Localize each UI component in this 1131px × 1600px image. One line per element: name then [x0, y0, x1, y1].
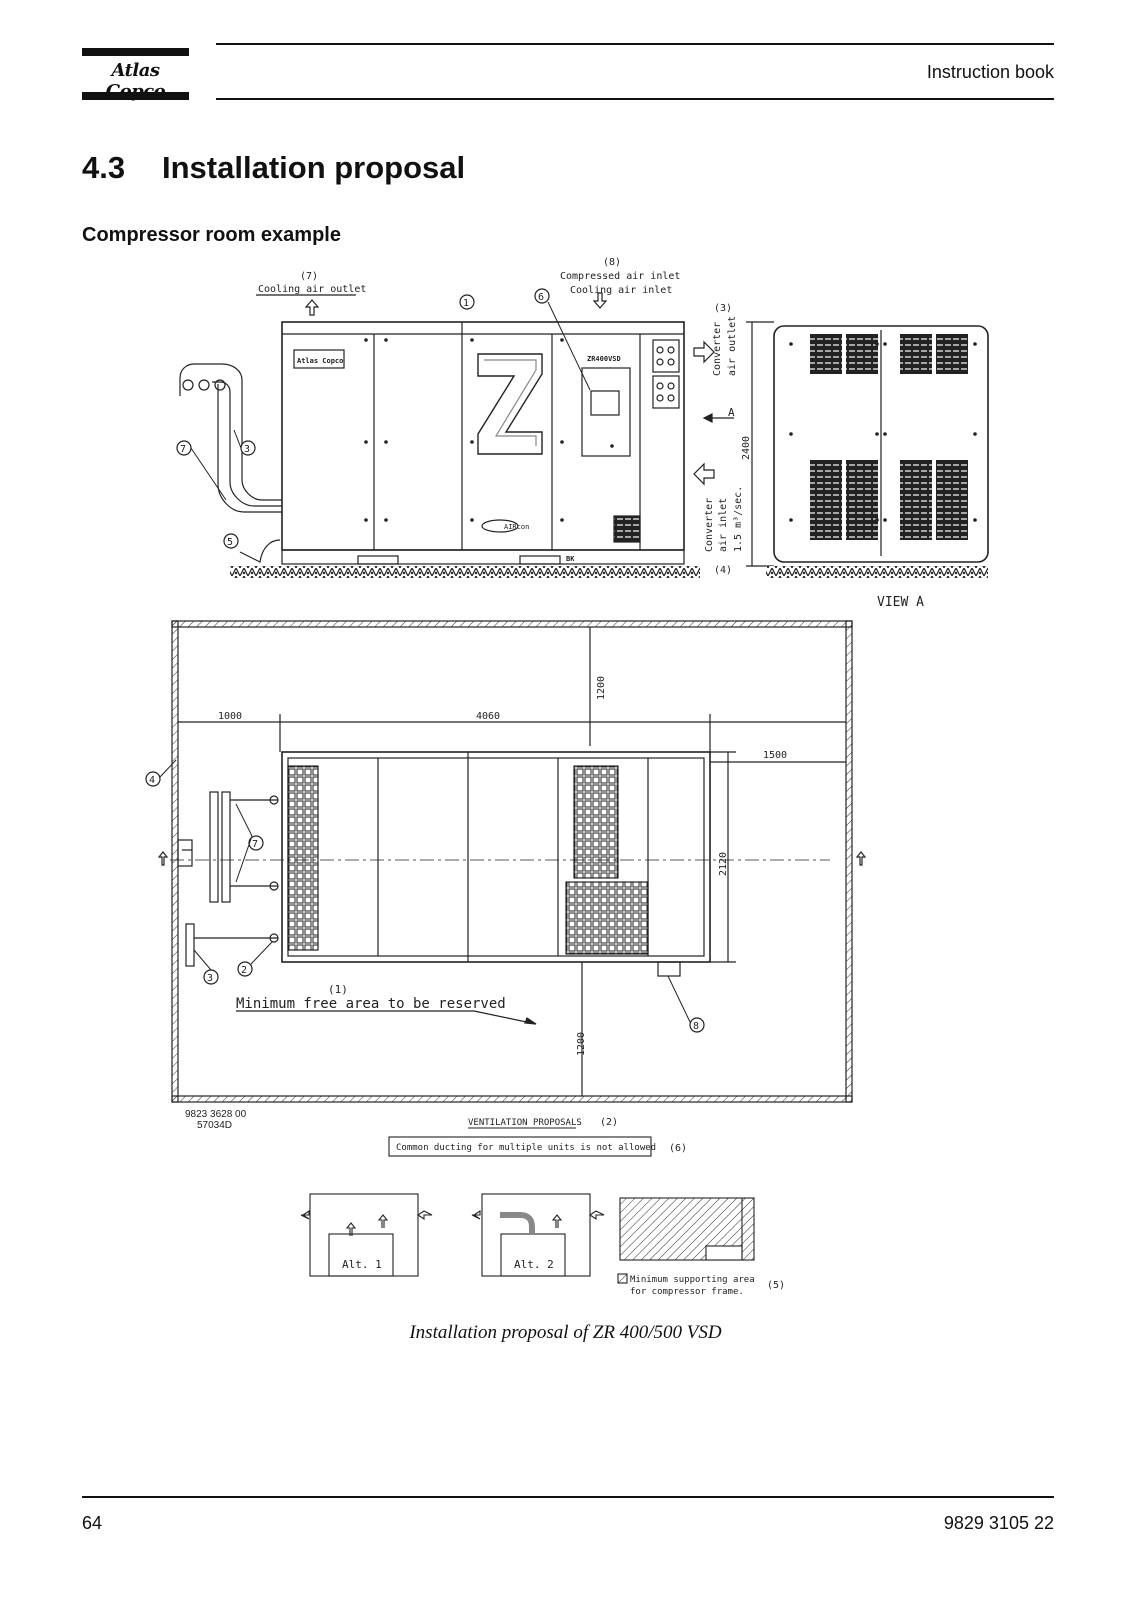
- svg-text:(6): (6): [669, 1143, 688, 1154]
- inlet-label-2: Cooling air inlet: [570, 285, 673, 296]
- logo-wordmark: Atlas: [111, 60, 160, 81]
- svg-text:1: 1: [463, 298, 470, 309]
- support-area-2: for compressor frame.: [630, 1287, 744, 1297]
- min-area-arrow-icon: [525, 1018, 536, 1024]
- view-a-label: VIEW A: [877, 595, 924, 610]
- converter-outlet-arrow-icon: [694, 342, 714, 362]
- svg-text:7: 7: [180, 444, 187, 455]
- callout-7-front: [177, 441, 191, 455]
- callout-4: [146, 772, 160, 786]
- dim-1500: 1500: [763, 750, 788, 761]
- svg-text:6: 6: [538, 292, 545, 303]
- label-no-3: (3): [714, 303, 733, 314]
- floor-ground: [230, 566, 700, 578]
- model-plate: ZR400VSD: [587, 355, 621, 363]
- outlet-label: Cooling air outlet: [258, 284, 367, 295]
- section-title: Installation proposal: [162, 150, 466, 185]
- label-no-4: (4): [714, 565, 733, 576]
- converter-outlet-2: air outlet: [727, 315, 738, 376]
- inlet-label-1: Compressed air inlet: [560, 271, 681, 282]
- svg-text:(5): (5): [767, 1280, 786, 1291]
- min-area-number: (1): [328, 983, 348, 996]
- dim-1200-bottom: 1200: [576, 1031, 587, 1056]
- callout-8: [690, 1018, 704, 1032]
- view-a: [766, 326, 988, 610]
- converter-inlet-1: Converter: [704, 497, 715, 552]
- figure-caption: Installation proposal of ZR 400/500 VSD: [409, 1322, 722, 1343]
- callout-2: [238, 962, 252, 976]
- callout-3-plan: [204, 970, 218, 984]
- flow-rate: 1.5 m³/sec.: [733, 485, 744, 552]
- height-dimension: 2400: [741, 435, 752, 460]
- min-area-label: Minimum free area to be reserved: [236, 996, 506, 1012]
- svg-text:4: 4: [149, 775, 156, 786]
- plan-grille-top: [574, 766, 618, 878]
- callout-6: [535, 289, 549, 303]
- subheading: Compressor room example: [82, 224, 341, 246]
- support-area-1: Minimum supporting area: [630, 1275, 755, 1285]
- ventilation-proposals: [301, 1117, 785, 1297]
- drawing-number-1: 9823 3628 00: [185, 1109, 247, 1120]
- converter-inlet-2: air inlet: [718, 497, 729, 552]
- footer-rule: [82, 1496, 1054, 1498]
- callout-3-front: [241, 441, 255, 455]
- outlet-arrow-icon: [306, 300, 318, 315]
- svg-text:3: 3: [207, 973, 214, 984]
- z-emblem: [478, 354, 542, 454]
- plan-grille-left: [288, 766, 318, 950]
- ventilation-label: VENTILATION PROPOSALS: [468, 1118, 582, 1128]
- alt2-label: Alt. 2: [514, 1258, 554, 1271]
- brand-plate-text: Atlas Copco: [297, 357, 344, 365]
- page-number: 64: [82, 1513, 103, 1533]
- dim-1000: 1000: [218, 711, 243, 722]
- plan-view: [159, 621, 865, 1102]
- ducting-note: Common ducting for multiple units is not allowed: [396, 1143, 657, 1153]
- svg-text:8: 8: [693, 1021, 700, 1032]
- dim-2120: 2120: [718, 851, 729, 876]
- outlet-number: (7): [300, 271, 319, 282]
- alt1-label: Alt. 1: [342, 1258, 382, 1271]
- svg-text:AIRcon: AIRcon: [504, 523, 530, 531]
- bk-mark: BK: [566, 555, 575, 563]
- section-number: 4.3: [82, 150, 126, 185]
- converter-inlet-arrow-icon: [694, 464, 714, 484]
- inlet-number: (8): [603, 257, 622, 268]
- front-view: [180, 257, 774, 578]
- dim-4060: 4060: [476, 711, 501, 722]
- plan-grille-bottom: [566, 882, 648, 954]
- svg-text:3: 3: [244, 444, 251, 455]
- plan-right-arrow-icon: [857, 852, 865, 865]
- drawing-number-2: 57034D: [197, 1120, 233, 1131]
- callout-1: [460, 295, 474, 309]
- callout-5: [224, 534, 238, 548]
- svg-text:5: 5: [227, 537, 234, 548]
- document-number: 9829 3105 22: [943, 1513, 1054, 1533]
- front-grille: [614, 516, 640, 542]
- converter-outlet-1: Converter: [712, 321, 723, 376]
- book-title: Instruction book: [926, 62, 1054, 82]
- dim-1200-top: 1200: [596, 675, 607, 700]
- plan-left-arrow-icon: [159, 852, 167, 865]
- view-letter: A: [728, 406, 735, 419]
- svg-text:7: 7: [252, 839, 259, 850]
- svg-text:2: 2: [241, 965, 248, 976]
- svg-text:(2): (2): [600, 1117, 619, 1128]
